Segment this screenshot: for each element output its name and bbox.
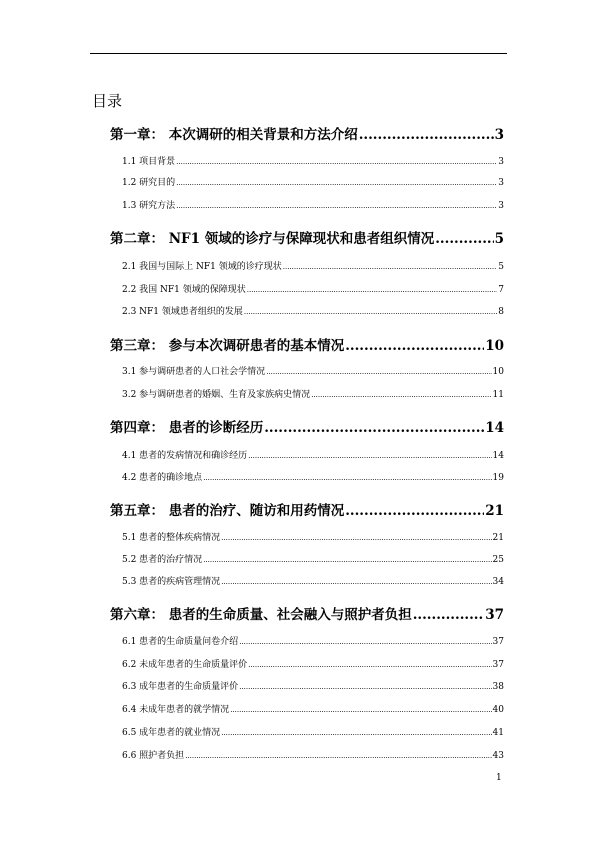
toc-dot-leader: [247, 285, 498, 296]
toc-entry-page: 11: [492, 390, 504, 400]
toc-dot-leader: [345, 503, 484, 519]
toc-entry-label: 2.2 我国 NF1 领域的保障现状: [122, 285, 246, 295]
toc-section-entry[interactable]: [122, 533, 504, 544]
toc-entry-page: 7: [498, 285, 504, 295]
page-number: 1: [496, 773, 502, 783]
toc-dot-leader: [221, 728, 491, 739]
toc-entry-label: 1.1 项目背景: [122, 157, 176, 167]
toc-section-entry[interactable]: [122, 307, 504, 318]
toc-dot-leader: [283, 262, 498, 273]
toc-dot-leader: [221, 533, 491, 544]
toc-dot-leader: [311, 390, 491, 401]
toc-entry-page: 19: [492, 473, 504, 483]
toc-section-entry[interactable]: [122, 473, 504, 484]
toc-dot-leader: [239, 637, 491, 648]
toc-entry-page: 5: [498, 262, 504, 272]
toc-entry-label: 第五章： 患者的治疗、随访和用药情况: [110, 503, 345, 519]
toc-entry-page: 37: [492, 637, 504, 647]
toc-dot-leader: [345, 338, 484, 354]
toc-section-entry[interactable]: [122, 262, 504, 273]
toc-entry-page: 38: [492, 682, 504, 692]
toc-section-entry[interactable]: [122, 577, 504, 588]
toc-dot-leader: [248, 451, 491, 462]
toc-entry-label: 第六章： 患者的生命质量、社会融入与照护者负担: [110, 607, 412, 623]
toc-dot-leader: [359, 127, 494, 143]
toc-title: 目录: [92, 92, 123, 110]
toc-entry-label: 1.2 研究目的: [122, 178, 176, 188]
toc-section-entry[interactable]: [122, 451, 504, 462]
toc-entry-label: 6.5 成年患者的就业情况: [122, 728, 221, 738]
toc-entry-page: 43: [492, 751, 504, 761]
toc-chapter-entry[interactable]: [110, 607, 504, 623]
toc-section-entry[interactable]: [122, 157, 504, 168]
toc-entry-page: 3: [498, 157, 504, 167]
toc-entry-page: 10: [485, 338, 504, 354]
toc-entry-page: 5: [494, 231, 504, 247]
toc-section-entry[interactable]: [122, 682, 504, 693]
toc-entry-page: 40: [492, 705, 504, 715]
toc-entry-page: 3: [498, 201, 504, 211]
toc-dot-leader: [248, 660, 491, 671]
toc-entry-label: 第四章： 患者的诊断经历: [110, 420, 264, 436]
toc-dot-leader: [413, 607, 485, 623]
toc-section-entry[interactable]: [122, 705, 504, 716]
toc-entry-label: 5.1 患者的整体疾病情况: [122, 533, 221, 543]
toc-chapter-entry[interactable]: [110, 503, 504, 519]
toc-section-entry[interactable]: [122, 178, 504, 189]
toc-entry-page: 37: [492, 660, 504, 670]
toc-section-entry[interactable]: [122, 637, 504, 648]
toc-dot-leader: [176, 178, 497, 189]
toc-entry-page: 3: [498, 178, 504, 188]
toc-entry-label: 6.1 患者的生命质量问卷介绍: [122, 637, 239, 647]
toc-entry-page: 34: [492, 577, 504, 587]
toc-entry-page: 21: [485, 503, 504, 519]
toc-entry-page: 41: [492, 728, 504, 738]
toc-dot-leader: [176, 201, 497, 212]
toc-entry-page: 37: [485, 607, 504, 623]
toc-entry-page: 25: [492, 555, 504, 565]
toc-chapter-entry[interactable]: [110, 420, 504, 436]
toc-dot-leader: [176, 157, 497, 168]
toc-section-entry[interactable]: [122, 390, 504, 401]
toc-entry-label: 5.3 患者的疾病管理情况: [122, 577, 221, 587]
toc-entry-label: 第二章： NF1 领域的诊疗与保障现状和患者组织情况: [110, 231, 435, 247]
toc-section-entry[interactable]: [122, 555, 504, 566]
toc-dot-leader: [239, 682, 491, 693]
toc-entry-label: 2.3 NF1 领域患者组织的发展: [122, 307, 243, 317]
toc-entry-page: 21: [492, 533, 504, 543]
toc-entry-label: 6.6 照护者负担: [122, 751, 185, 761]
toc-entry-label: 4.1 患者的发病情况和确诊经历: [122, 451, 248, 461]
toc-entry-label: 第一章： 本次调研的相关背景和方法介绍: [110, 127, 358, 143]
toc-dot-leader: [203, 555, 491, 566]
toc-entry-label: 6.4 未成年患者的就学情况: [122, 705, 230, 715]
toc-entry-label: 2.1 我国与国际上 NF1 领域的诊疗现状: [122, 262, 282, 272]
toc-entry-page: 3: [494, 127, 504, 143]
toc-section-entry[interactable]: [122, 201, 504, 212]
toc-dot-leader: [266, 367, 491, 378]
toc-chapter-entry[interactable]: [110, 231, 504, 247]
toc-entry-label: 6.3 成年患者的生命质量评价: [122, 682, 239, 692]
toc-entry-label: 3.1 参与调研患者的人口社会学情况: [122, 367, 266, 377]
toc-dot-leader: [221, 577, 491, 588]
toc-entry-label: 第三章： 参与本次调研患者的基本情况: [110, 338, 345, 354]
toc-entry-label: 1.3 研究方法: [122, 201, 176, 211]
toc-section-entry[interactable]: [122, 751, 504, 762]
toc-entry-page: 10: [492, 367, 504, 377]
toc-section-entry[interactable]: [122, 285, 504, 296]
toc-dot-leader: [203, 473, 491, 484]
toc-dot-leader: [230, 705, 491, 716]
toc-entry-page: 14: [492, 451, 504, 461]
toc-dot-leader: [244, 307, 497, 318]
toc-entry-label: 4.2 患者的确诊地点: [122, 473, 203, 483]
toc-chapter-entry[interactable]: [110, 127, 504, 143]
toc-entry-label: 6.2 未成年患者的生命质量评价: [122, 660, 248, 670]
toc-section-entry[interactable]: [122, 367, 504, 378]
toc-entry-page: 8: [498, 307, 504, 317]
toc-chapter-entry[interactable]: [110, 338, 504, 354]
toc-dot-leader: [264, 420, 484, 436]
toc-dot-leader: [185, 751, 491, 762]
toc-entry-label: 3.2 参与调研患者的婚姻、生育及家族病史情况: [122, 390, 311, 400]
toc-dot-leader: [435, 231, 493, 247]
toc-entry-page: 14: [485, 420, 504, 436]
toc-entry-label: 5.2 患者的治疗情况: [122, 555, 203, 565]
toc-section-entry[interactable]: [122, 728, 504, 739]
toc-section-entry[interactable]: [122, 660, 504, 671]
